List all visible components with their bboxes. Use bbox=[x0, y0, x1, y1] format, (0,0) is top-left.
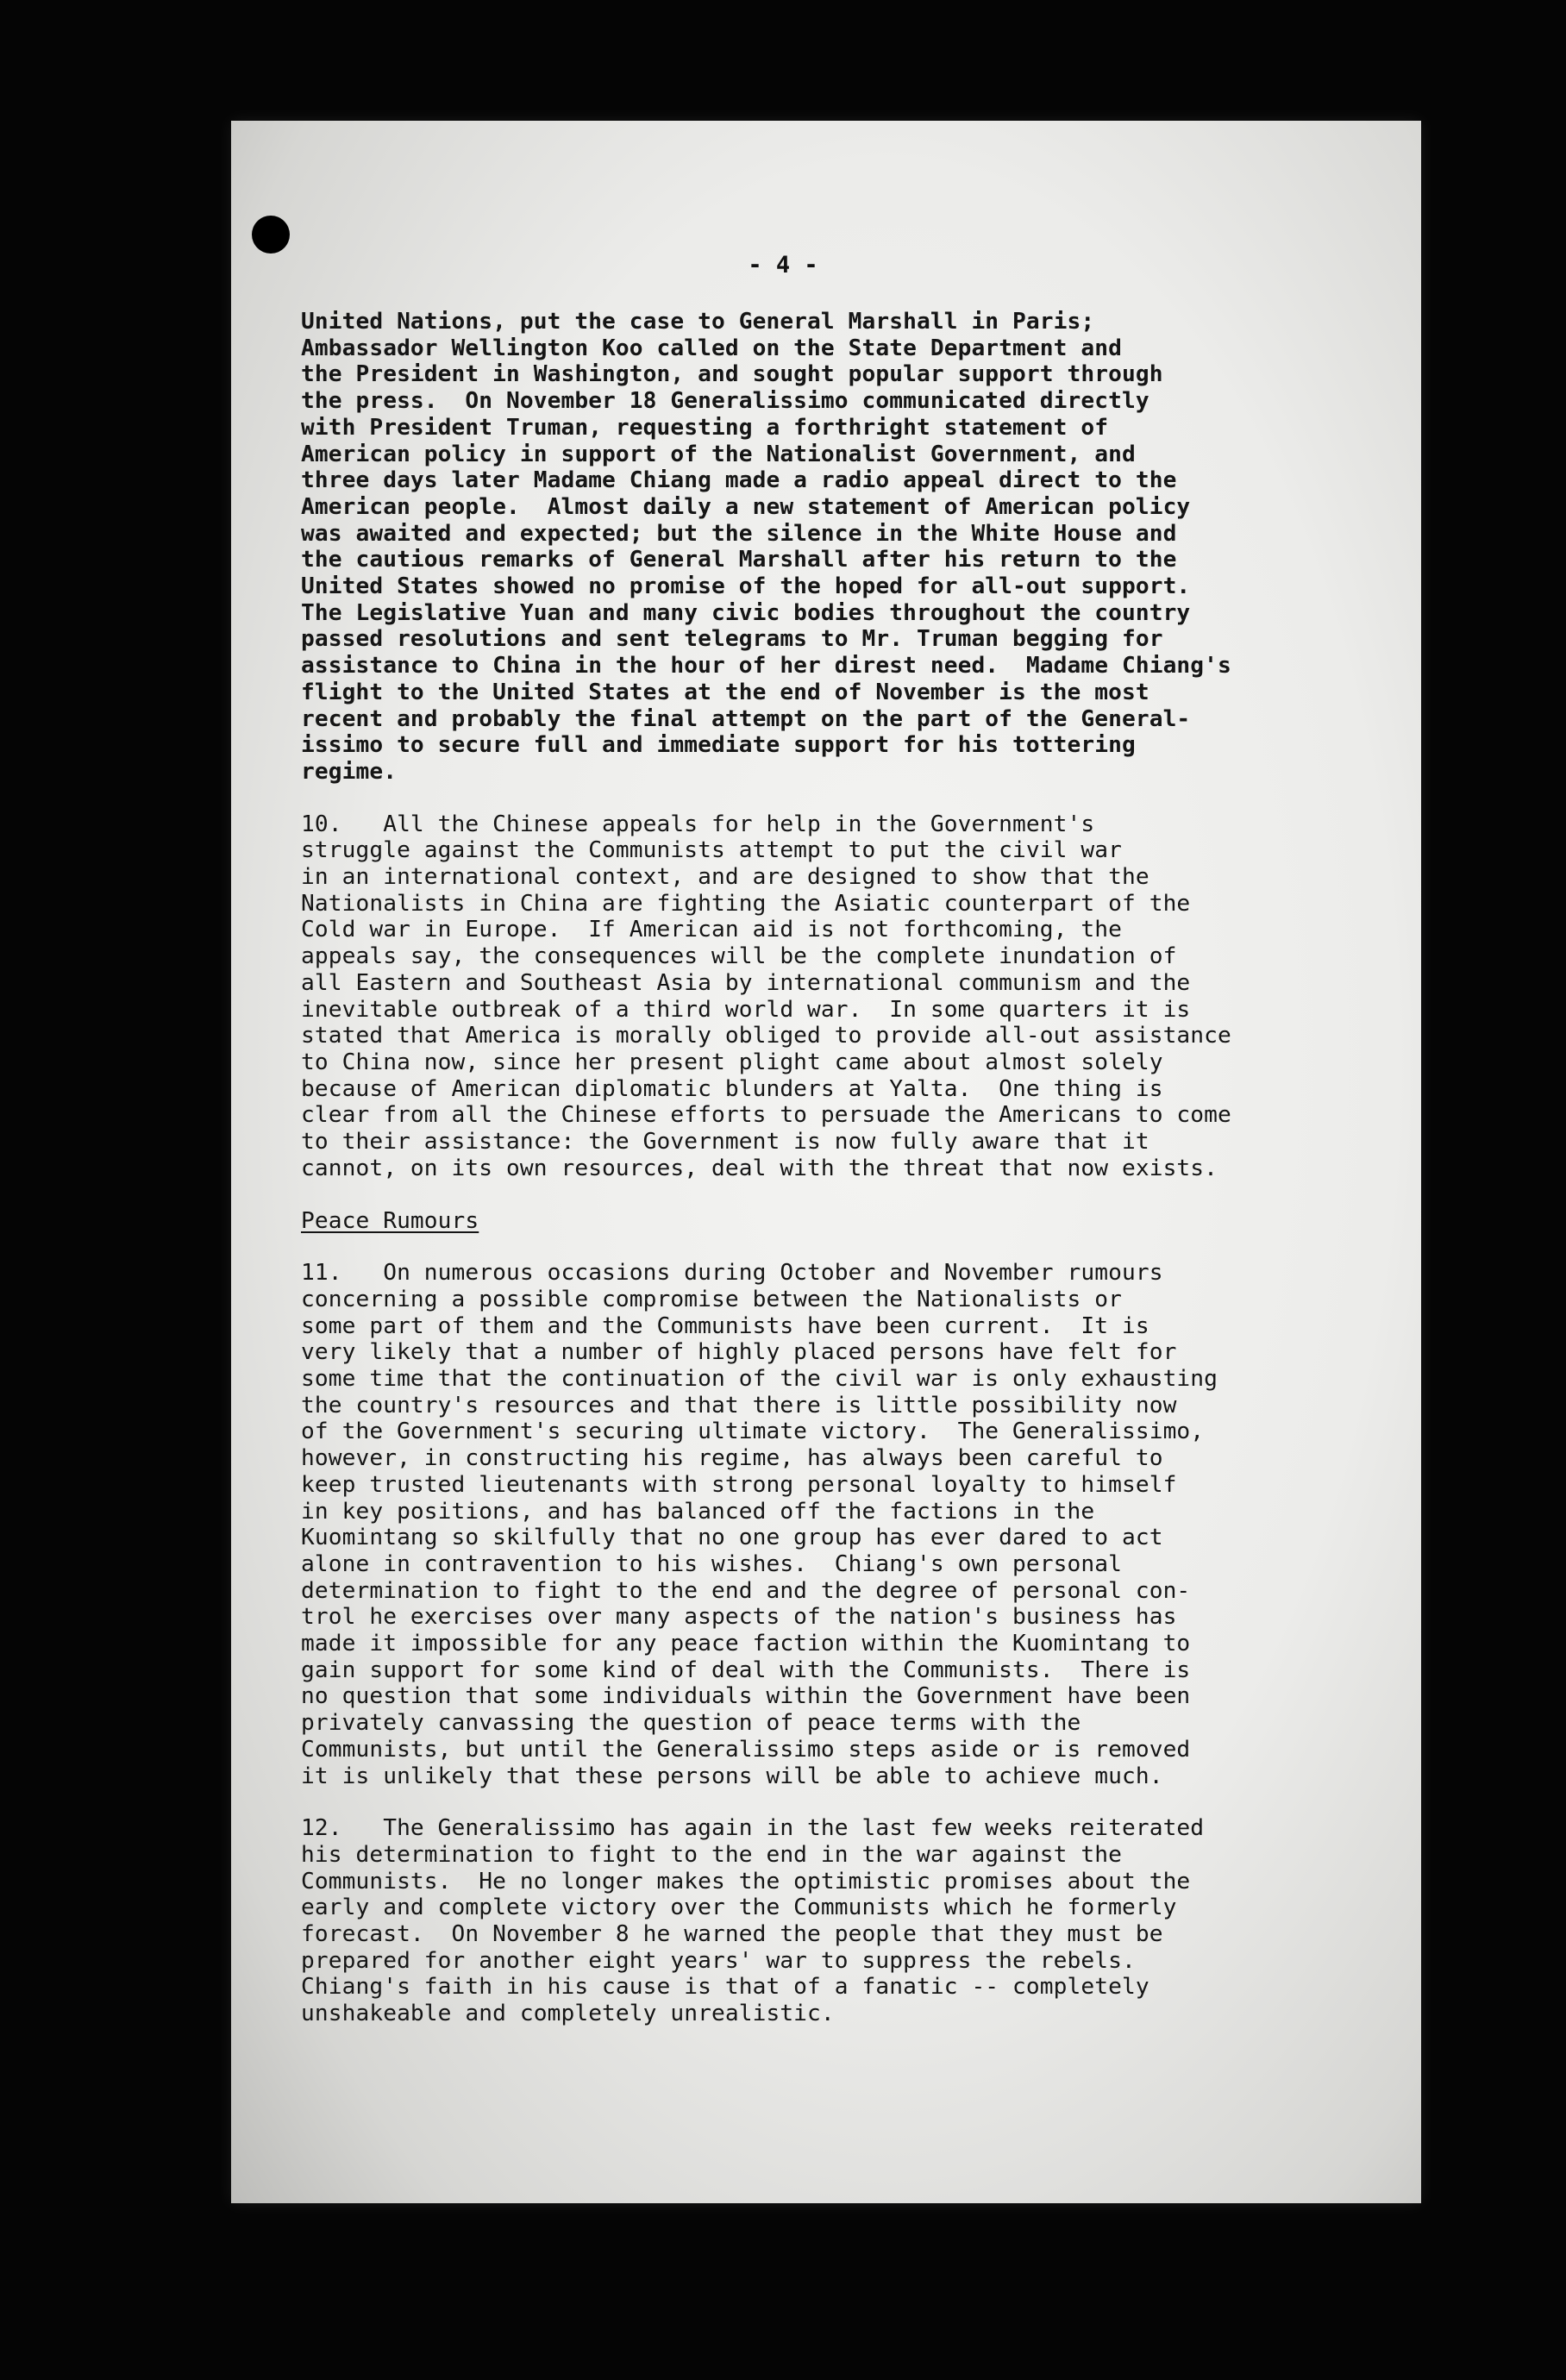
text-line: recent and probably the final attempt on the part of the General- bbox=[301, 705, 1191, 732]
text-line: was awaited and expected; but the silence in the White House and bbox=[301, 520, 1177, 547]
text-line: United States showed no promise of the hoped for all-out support. bbox=[301, 573, 1191, 600]
text-line: all Eastern and Southeast Asia by international communism and the bbox=[301, 969, 1191, 996]
text-line: inevitable outbreak of a third world war. In some quarters it is bbox=[301, 996, 1191, 1023]
text-line: Chiang's faith in his cause is that of a fanatic -- completely bbox=[301, 1974, 1149, 2001]
text-line: struggle against the Communists attempt to put the civil war bbox=[301, 837, 1122, 864]
section-heading: Peace Rumours bbox=[301, 1207, 479, 1234]
text-line: very likely that a number of highly placed persons have felt for bbox=[301, 1339, 1177, 1366]
text-line: it is unlikely that these persons will be able to achieve much. bbox=[301, 1763, 1163, 1789]
paragraph-11 bbox=[301, 1260, 1413, 1789]
text-line: some time that the continuation of the civil war is only exhausting bbox=[301, 1366, 1218, 1393]
text-line: some part of them and the Communists have been current. It is bbox=[301, 1312, 1149, 1339]
text-line: flight to the United States at the end of November is the most bbox=[301, 679, 1149, 705]
text-line: assistance to China in the hour of her direst need. Madame Chiang's bbox=[301, 653, 1231, 680]
text-line: issimo to secure full and immediate support for his tottering bbox=[301, 732, 1136, 759]
text-line: his determination to fight to the end in the war against the bbox=[301, 1841, 1122, 1868]
text-line: Cold war in Europe. If American aid is not forthcoming, the bbox=[301, 917, 1122, 943]
text-line: 11. On numerous occasions during October and November rumours bbox=[301, 1260, 1163, 1287]
text-line: stated that America is morally obliged to provide all-out assistance bbox=[301, 1023, 1231, 1049]
text-line: the cautious remarks of General Marshall after his return to the bbox=[301, 547, 1177, 573]
text-line: because of American diplomatic blunders at Yalta. One thing is bbox=[301, 1075, 1163, 1102]
paragraph-12 bbox=[301, 1815, 1413, 2027]
text-line: with President Truman, requesting a forthright statement of bbox=[301, 414, 1109, 441]
text-line: 12. The Generalissimo has again in the last few weeks reiterated bbox=[301, 1815, 1205, 1842]
page-number-text: - 4 - bbox=[748, 252, 818, 279]
text-line: to China now, since her present plight came about almost solely bbox=[301, 1049, 1163, 1075]
text-line: early and complete victory over the Communists which he formerly bbox=[301, 1895, 1177, 1921]
text-line: gain support for some kind of deal with the Communists. There is bbox=[301, 1657, 1191, 1683]
text-line: trol he exercises over many aspects of the nation's business has bbox=[301, 1604, 1177, 1631]
text-line: American people. Almost daily a new statement of American policy bbox=[301, 493, 1191, 520]
text-line: prepared for another eight years' war to suppress the rebels. bbox=[301, 1947, 1136, 1974]
paragraph-intro bbox=[301, 309, 1413, 786]
text-line: no question that some individuals within the Government have been bbox=[301, 1683, 1191, 1710]
text-line: unshakeable and completely unrealistic. bbox=[301, 2001, 835, 2027]
text-line: United Nations, put the case to General Marshall in Paris; bbox=[301, 309, 1095, 335]
text-line: regime. bbox=[301, 758, 398, 785]
text-line: in an international context, and are designed to show that the bbox=[301, 864, 1149, 891]
text-line: clear from all the Chinese efforts to persuade the Americans to come bbox=[301, 1102, 1231, 1129]
text-line: to their assistance: the Government is now fully aware that it bbox=[301, 1129, 1149, 1156]
text-line: Communists, but until the Generalissimo steps aside or is removed bbox=[301, 1736, 1191, 1763]
text-line: American policy in support of the Nationalist Government, and bbox=[301, 441, 1136, 467]
document-body bbox=[301, 309, 1413, 2027]
text-line: three days later Madame Chiang made a radio appeal direct to the bbox=[301, 467, 1177, 494]
text-line: cannot, on its own resources, deal with the threat that now exists. bbox=[301, 1155, 1218, 1181]
paragraph-10 bbox=[301, 811, 1413, 1182]
text-line: alone in contravention to his wishes. Chiang's own personal bbox=[301, 1550, 1122, 1577]
text-line: The Legislative Yuan and many civic bodies throughout the country bbox=[301, 599, 1191, 626]
text-line: of the Government's securing ultimate victory. The Generalissimo, bbox=[301, 1419, 1205, 1445]
text-line: passed resolutions and sent telegrams to Mr. Truman begging for bbox=[301, 626, 1163, 653]
text-line: appeals say, the consequences will be the complete inundation of bbox=[301, 943, 1177, 970]
text-line: determination to fight to the end and the degree of personal con- bbox=[301, 1577, 1191, 1604]
text-line: Nationalists in China are fighting the Asiatic counterpart of the bbox=[301, 890, 1191, 917]
text-line: Communists. He no longer makes the optimistic promises about the bbox=[301, 1868, 1191, 1895]
text-line: forecast. On November 8 he warned the people that they must be bbox=[301, 1921, 1163, 1948]
text-line: the press. On November 18 Generalissimo communicated directly bbox=[301, 388, 1149, 415]
text-line: privately canvassing the question of peace terms with the bbox=[301, 1710, 1081, 1737]
text-line: concerning a possible compromise between the Nationalists or bbox=[301, 1286, 1122, 1312]
text-line: the President in Washington, and sought popular support through bbox=[301, 361, 1163, 388]
text-line: 10. All the Chinese appeals for help in the Government's bbox=[301, 811, 1095, 837]
punch-hole bbox=[252, 216, 290, 254]
text-line: Ambassador Wellington Koo called on the State Department and bbox=[301, 335, 1122, 361]
text-line: the country's resources and that there is little possibility now bbox=[301, 1392, 1177, 1419]
text-line: Kuomintang so skilfully that no one group has ever dared to act bbox=[301, 1525, 1163, 1551]
text-line: in key positions, and has balanced off the factions in the bbox=[301, 1498, 1095, 1525]
text-line: made it impossible for any peace faction within the Kuomintang to bbox=[301, 1631, 1191, 1657]
text-line: however, in constructing his regime, has always been careful to bbox=[301, 1445, 1163, 1472]
text-line: keep trusted lieutenants with strong personal loyalty to himself bbox=[301, 1471, 1177, 1498]
page-number bbox=[0, 252, 1566, 279]
